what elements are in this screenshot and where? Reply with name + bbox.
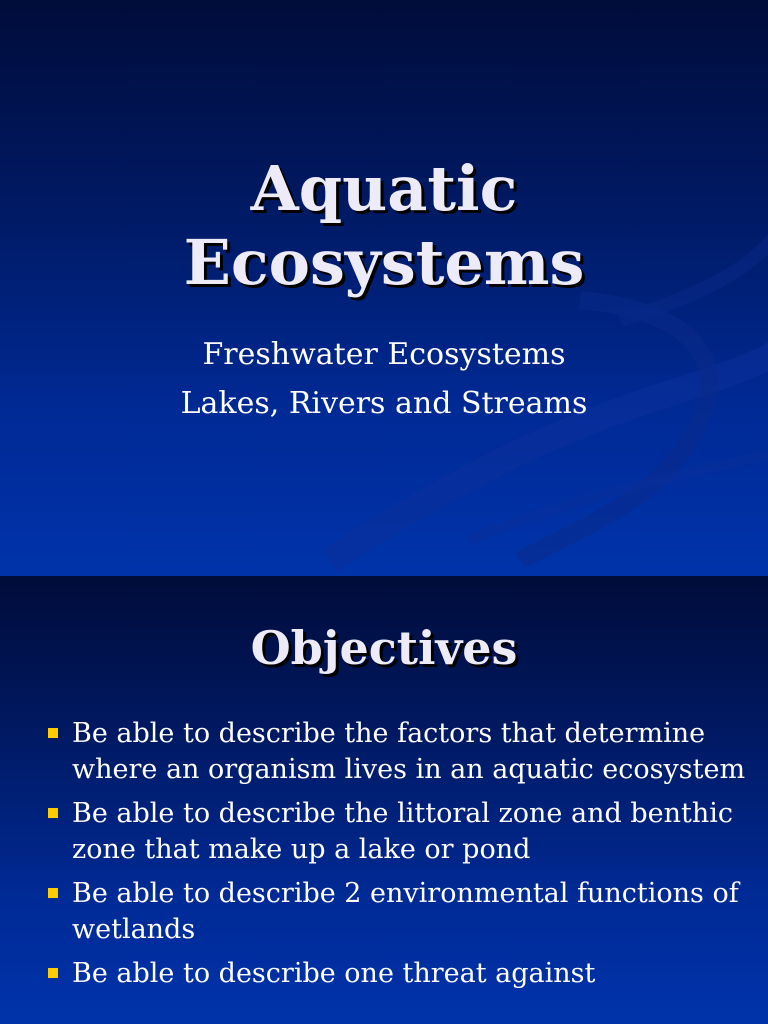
square-bullet-icon	[48, 728, 58, 738]
slide-subtitle	[0, 330, 768, 428]
slide-title	[0, 152, 768, 300]
subtitle-line-1: Freshwater Ecosystems	[202, 337, 566, 372]
square-bullet-icon	[48, 968, 58, 978]
list-item-text: Be able to describe 2 environmental functions of wetlands	[72, 878, 739, 945]
title-line-1: Aquatic	[250, 152, 518, 225]
objectives-list	[44, 716, 749, 1000]
list-item-text: Be able to describe one threat against	[72, 958, 596, 989]
list-item-text: Be able to describe the factors that determine where an organism lives in an aquatic ecosystem	[72, 718, 746, 785]
title-line-2: Ecosystems	[183, 226, 585, 299]
list-item	[44, 956, 749, 992]
subtitle-line-2: Lakes, Rivers and Streams	[180, 386, 588, 421]
objectives-slide	[0, 576, 768, 1024]
square-bullet-icon	[48, 808, 58, 818]
list-item	[44, 716, 749, 788]
objectives-title: Objectives	[250, 621, 518, 675]
list-item	[44, 796, 749, 868]
list-item-text: Be able to describe the littoral zone and benthic zone that make up a lake or pond	[72, 798, 733, 865]
list-item	[44, 876, 749, 948]
square-bullet-icon	[48, 888, 58, 898]
